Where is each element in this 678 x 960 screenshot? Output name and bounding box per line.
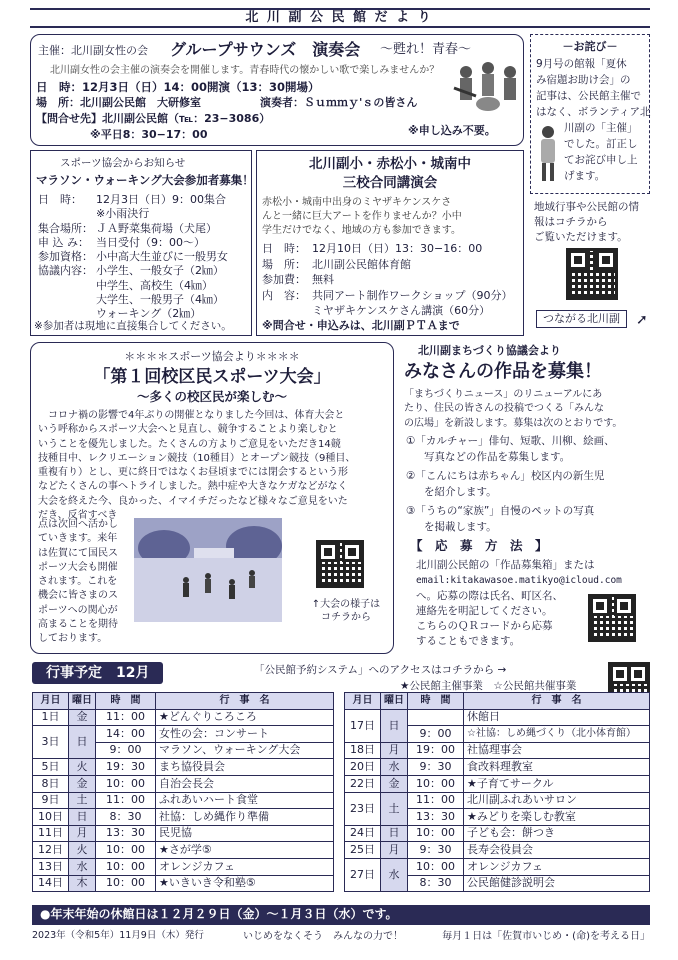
concert-subtitle: ～甦れ！青春～ — [380, 42, 472, 57]
footer — [32, 930, 650, 943]
table-row: 10日 日 8：30 社協：しめ縄作り準備 — [33, 809, 334, 826]
table-row: 12日 火 10：00 ★さが学⑤ — [33, 842, 334, 859]
works-qr-code[interactable] — [588, 594, 636, 642]
schedule-title: 行事予定 12月 — [32, 662, 163, 684]
sports-body: コロナ禍の影響で4年ぶりの開催となりました今回は、体育大会と いう呼称からスポーツ大会へと見直し、競争することより楽しむと いうことを優先しました。たくさんの方よりご意見をいただき14競 技種目中、レクリエーション競技（10種目）とオープン競技（9種目、 重複有り）とし、更に終日ではなくお昼頃までには閉会するという形 などたくさんの事へトライしました。熱中症や大きなケガなどがなく 大会を終えた今、良かった、イマイチだったなど様々なご意見をいた だき、反省すべき — [38, 410, 356, 522]
works-body: 「まちづくりニュース」のリニューアルにあ たり、住民の皆さんの投稿でつくる「みんな の広場」を新設します。募集は次のとおりです。 — [404, 389, 623, 429]
footer-awareness-day: 毎月１日は「佐賀市いじめ・(命)を考える日」 — [442, 931, 650, 942]
band-illustration — [452, 58, 522, 120]
marathon-note: ※参加者は現地に直接集合してください。 — [34, 320, 232, 332]
works-how-body: 北川副公民館の「作品募集箱」または email:kitakawasoe.matikyo@icloud.com へ。応募の際は氏名、町区名、 連絡先を明記してください。 こちらのＱＲコードから応募 することもできます。 — [416, 559, 622, 648]
sports-subtitle: ～多くの校区民が楽しむ～ — [136, 389, 287, 404]
table-row: 14日 木 10：00 ★いきいき令和塾⑤ — [33, 875, 334, 892]
page-title: 北 川 副 公 民 館 だ よ り — [245, 10, 433, 25]
bowing-person-illustration — [536, 124, 560, 184]
table-row: 17日 日 休館日 — [345, 709, 650, 726]
table-row: 1日 金 11：00 ★どんぐりころころ — [33, 709, 334, 726]
works-email[interactable]: email:kitakawasoe.matikyo@icloud.com — [416, 575, 622, 587]
sports-event-photo — [134, 518, 282, 622]
works-title: みなさんの作品を募集！ — [404, 361, 602, 382]
concert-performer: 演奏者：Ｓｕｍｍｙ'ｓの皆さん — [260, 96, 418, 109]
cursor-icon: ➚ — [636, 312, 648, 328]
schedule-table-right — [344, 692, 650, 892]
community-qr-code[interactable] — [566, 248, 618, 300]
table-header: 月日 曜日 時 間 行 事 名 — [345, 693, 650, 710]
joint-lecture-note: ※問合せ・申込みは、北川副ＰＴＡまで — [262, 319, 460, 332]
works-label: 北川副まちづくり協議会より — [418, 344, 561, 357]
table-row: 9日 土 11：00 ふれあいハート食堂 — [33, 792, 334, 809]
concert-host: 主催：北川副女性の会 — [38, 44, 148, 57]
marathon-details: 日 時： 12月3日（日）9：00集合 ※小雨決行 集合場所： ＪＡ野菜集荷場（犬尾） 申 込 み： 当日受付（9：00～） 参加資格： 小中高大生並びに一般男女 協議内容： 小学生、一般女子（2㎞） 中学生、高校生（4㎞） 大学生、一般男子（4㎞） ウォーキング（2㎞） — [38, 193, 228, 321]
holiday-notice: ●年末年始の休館日は１２月２９日（金）～１月３日（水）です。 — [32, 905, 650, 925]
table-row: 23日 土 11：00 北川副ふれあいサロン — [345, 792, 650, 809]
footer-slogan: いじめをなくそう みんなの力で！ — [243, 931, 404, 942]
table-row: 22日 金 10：00 ★子育てサークル — [345, 775, 650, 792]
table-row: 24日 日 10：00 子ども会：餅つき — [345, 825, 650, 842]
concert-title: グループサウンズ 演奏会 — [170, 40, 361, 59]
concert-date: 日 時：12月3日（日）14：00開演（13：30開場） — [36, 80, 320, 94]
marathon-title: マラソン・ウォーキング大会参加者募集！ — [36, 173, 254, 187]
sports-label: ＊＊＊＊スポーツ協会より＊＊＊＊ — [124, 350, 300, 363]
joint-lecture-details: 日 時： 12月10日（日）13：30−16：00 場 所： 北川副公民館体育館 参加費： 無料 内 容： 共同アート制作ワークショップ（90分） ミヤザキケンスケさん講演（60分） — [262, 242, 513, 318]
concert-contact: 【問合せ先】北川副公民館（℡：23−3086） — [36, 112, 271, 125]
apology-title: －お詫び－ — [562, 40, 618, 53]
table-header: 月日 曜日 時 間 行 事 名 — [33, 693, 334, 710]
joint-lecture-title-1: 北川副小・赤松小・城南中 — [309, 156, 471, 172]
community-link[interactable]: つながる北川副 — [536, 310, 627, 328]
table-row: 13：30 ★みどりを楽しむ教室 — [345, 809, 650, 826]
table-row: 9：00 マラソン、ウォーキング大会 — [33, 742, 334, 759]
table-row: 18日 月 19：00 社協理事会 — [345, 742, 650, 759]
apology-body: 9月号の館報「夏休 み宿題お助け会」の 記事は、公民館主催で はなく、ボランティア北 川副の「主催」 でした。訂正し てお詫び申し上 げます。 — [536, 58, 651, 182]
works-how-heading: 【 応 募 方 法 】 — [410, 538, 548, 553]
footer-issue-date: 2023年（令和5年）11月9日（木）発行 — [32, 930, 204, 941]
table-row: 13日 水 10：00 オレンジカフェ — [33, 858, 334, 875]
joint-lecture-title-2: 三校合同講演会 — [342, 175, 438, 191]
sports-title: 「第１回校区民スポーツ大会」 — [93, 367, 331, 387]
reservation-link[interactable]: 「公民館予約システム」へのアクセスはコチラから → — [254, 664, 507, 676]
concert-place: 場 所：北川副公民館 大研修室 — [36, 96, 201, 109]
table-row: 11日 月 13：30 民児協 — [33, 825, 334, 842]
works-categories: ①「カルチャー」俳句、短歌、川柳、絵画、 写真などの作品を募集します。 ②「こんにちは赤ちゃん」校区内の新生児 を紹介します。 ③「うちの“家族”」自慢のペットの写真 を掲載します。 — [406, 435, 615, 533]
table-row: 5日 火 19：30 まち協役員会 — [33, 759, 334, 776]
sports-qr-code[interactable] — [316, 540, 364, 588]
schedule-table-left — [32, 692, 334, 892]
concert-intro: 北川副女性の会主催の演奏会を開催します。青春時代の懐かしい歌で楽しみませんか？ — [50, 65, 440, 76]
table-row: 20日 水 9：30 食改料理教室 — [345, 759, 650, 776]
schedule-legend: ★公民館主催事業 ☆公民館共催事業 — [400, 680, 577, 692]
concert-note: ※申し込み不要。 — [408, 124, 496, 137]
table-row: 27日 水 10：00 オレンジカフェ — [345, 858, 650, 875]
sidebar-info: 地域行事や公民館の情 報はコチラから ご覧いただけます。 — [534, 201, 639, 243]
table-row: 25日 月 9：30 長寿会役員会 — [345, 842, 650, 859]
table-row: 8日 金 10：00 自治会長会 — [33, 775, 334, 792]
marathon-label: スポーツ協会からお知らせ — [60, 157, 186, 169]
sports-qr-caption: ↑大会の様子は コチラから — [311, 599, 381, 623]
table-row: 8：30 公民館健診説明会 — [345, 875, 650, 892]
sports-body-continued: 点は次回へ活かし ていきます。来年 は佐賀にて国民ス ポーツ大会も開催 されます。これを 機会に皆さまのス ポーツへの関心が 高まることを期待 しております。 — [38, 519, 118, 645]
concert-hours: ※平日8：30−17：00 — [90, 128, 208, 141]
table-row: 3日 日 14：00 女性の会：コンサート — [33, 726, 334, 743]
table-row: 9：00 ☆社協：しめ縄づくり（北小体育館） — [345, 726, 650, 743]
joint-lecture-body: 赤松小・城南中出身のミヤザキケンスケさ んと一緒に巨大アートを作りませんか？小中 学生だけでなく、地域の方も参加できます。 — [262, 197, 462, 236]
